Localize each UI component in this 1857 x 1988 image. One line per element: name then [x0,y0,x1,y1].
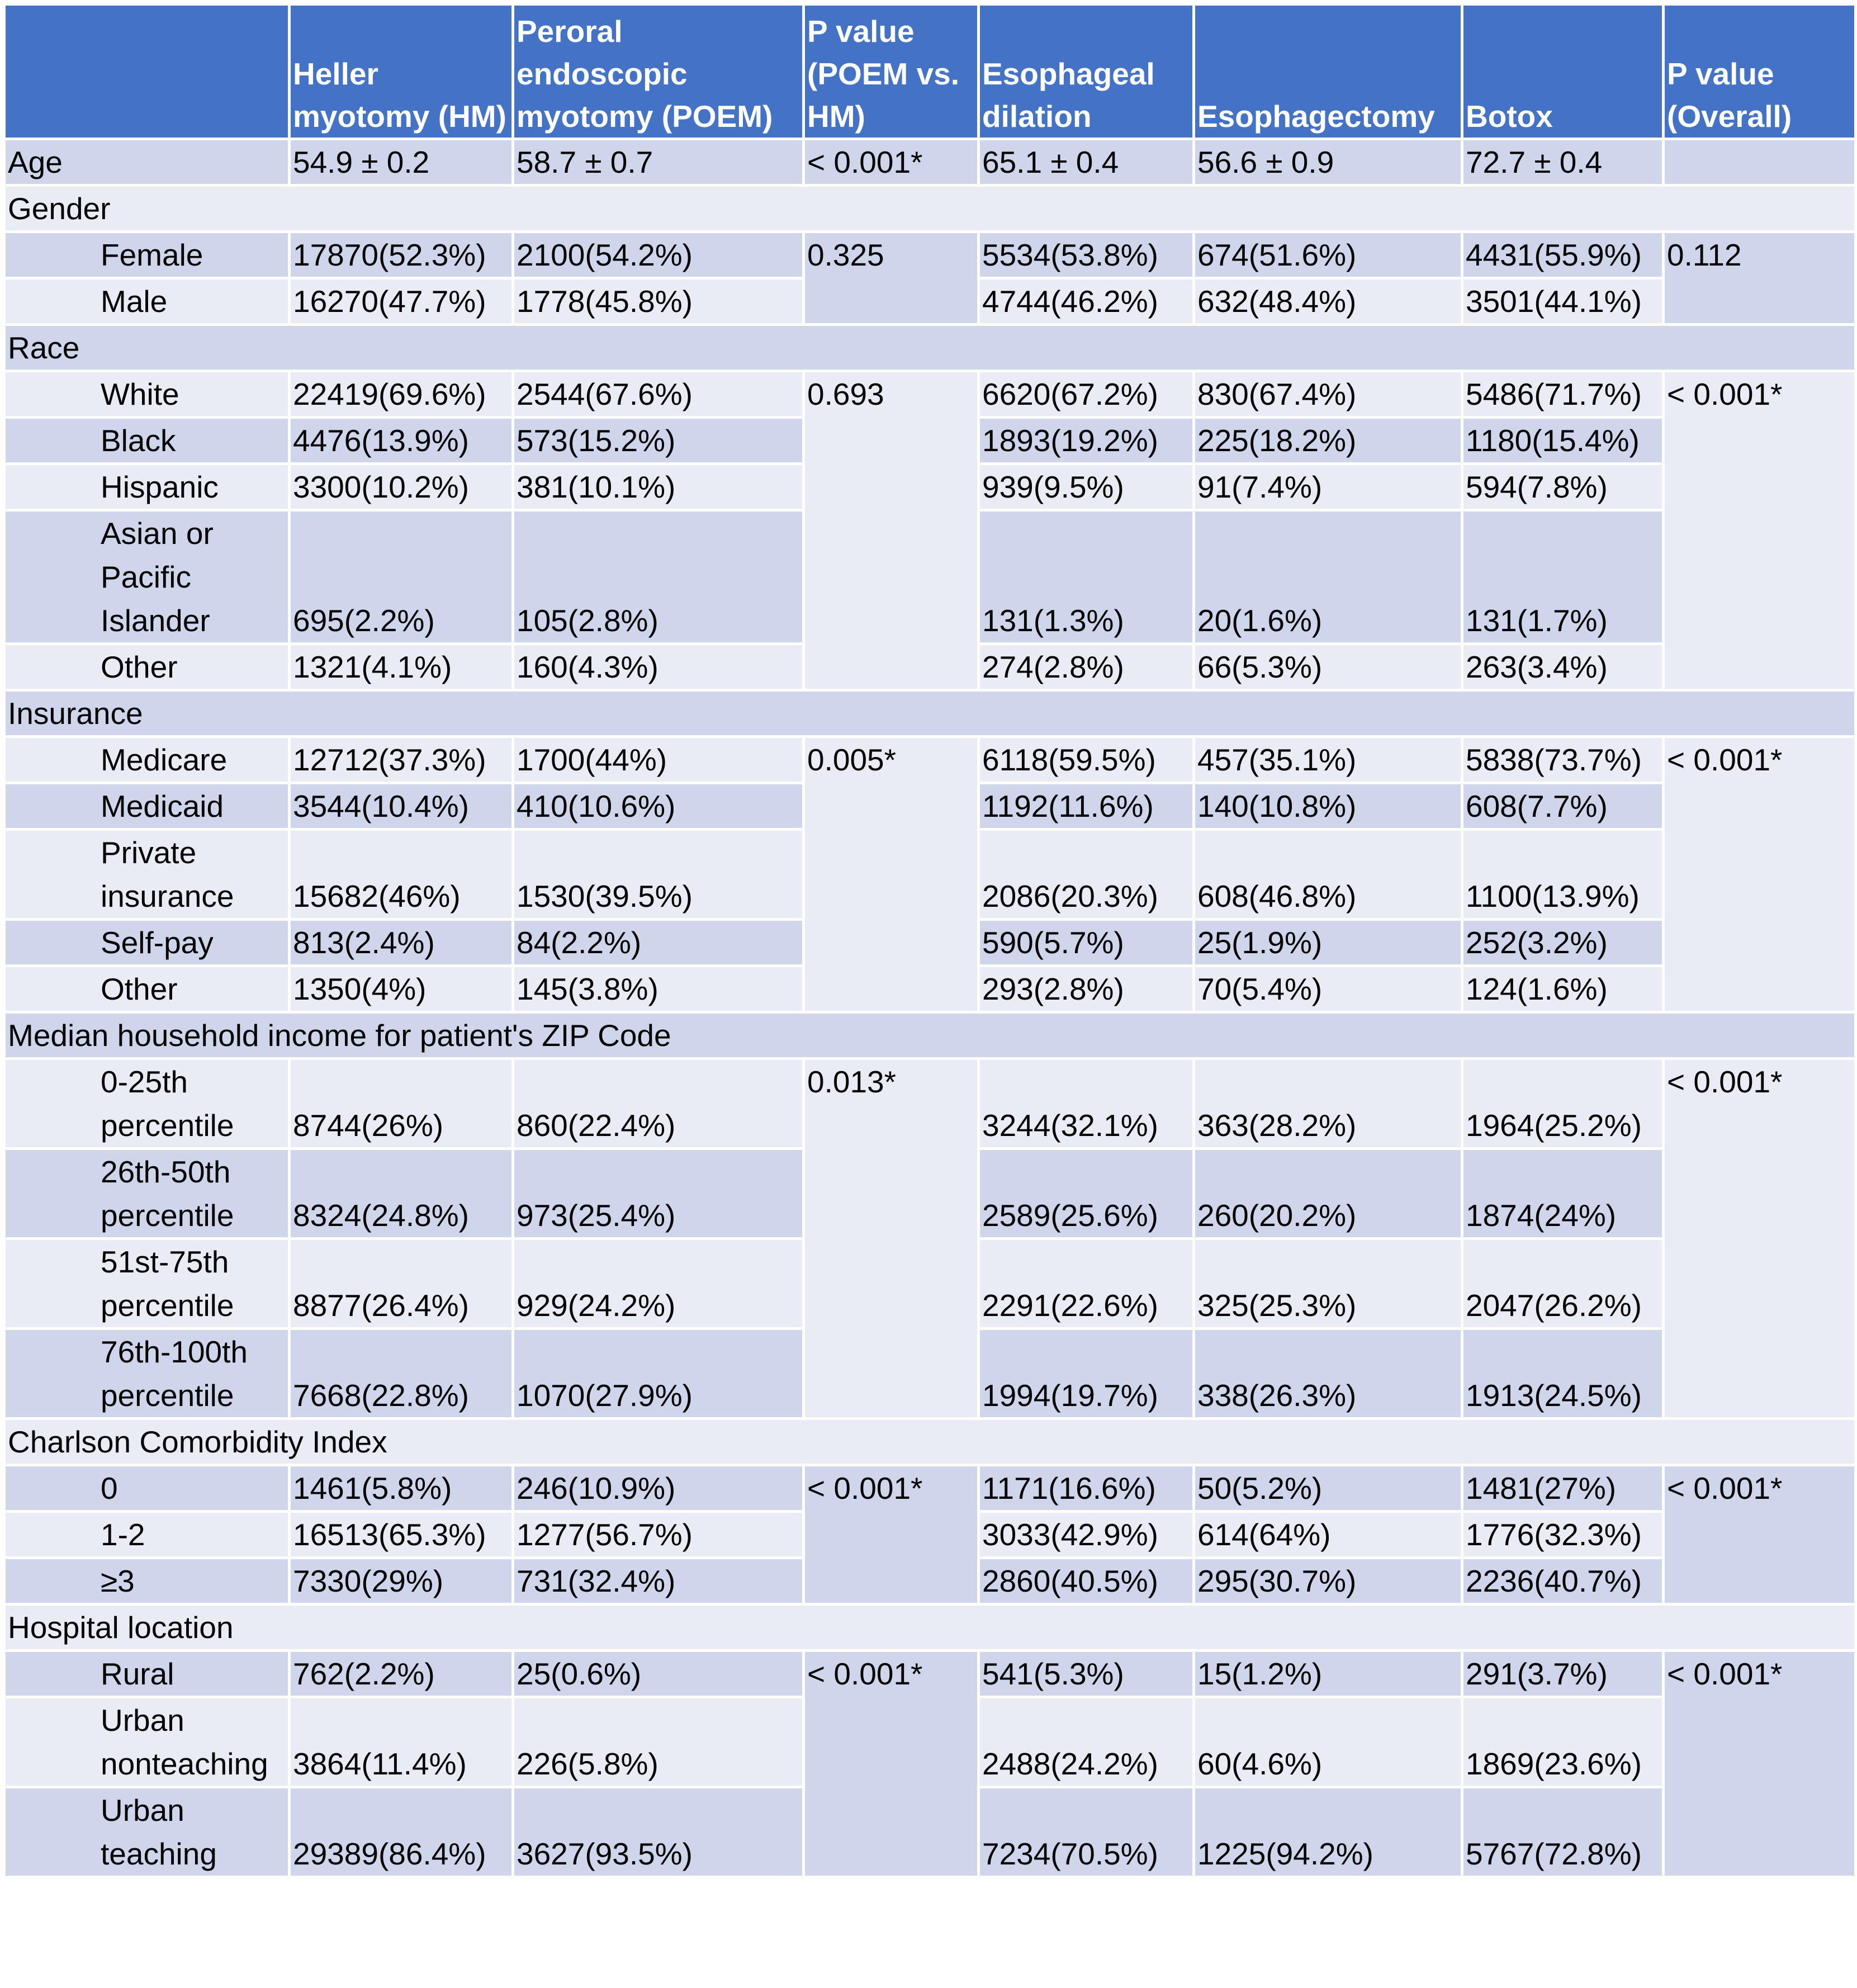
cell-poem: 160(4.3%) [513,644,804,690]
table-row [4,1651,1856,1697]
cell-botox: 4431(55.9%) [1462,232,1664,278]
cell-hm: 1321(4.1%) [290,644,513,690]
cell-dilation: 590(5.7%) [979,920,1194,966]
cell-esophagectomy: 56.6 ± 0.9 [1194,139,1462,186]
cell-poem: 860(22.4%) [513,1059,804,1149]
cell-esophagectomy: 60(4.6%) [1194,1697,1462,1787]
header-p-poem-vs-hm: P value (POEM vs. HM) [804,4,979,139]
row-label: Private insurance [4,830,290,920]
cell-esophagectomy: 66(5.3%) [1194,644,1462,690]
cell-dilation: 4744(46.2%) [979,278,1194,325]
cell-hm: 3300(10.2%) [290,464,513,510]
cell-hm: 1461(5.8%) [290,1465,513,1512]
header-dilation: Esophageal dilation [979,4,1194,139]
cell-hm: 8877(26.4%) [290,1239,513,1329]
row-label: 1-2 [4,1512,290,1558]
row-label: Medicare [4,737,290,783]
header-esophagectomy: Esophagectomy [1194,4,1462,139]
cell-dilation: 939(9.5%) [979,464,1194,510]
cell-dilation: 2488(24.2%) [979,1697,1194,1787]
cell-p-vs: < 0.001* [804,1651,979,1877]
cell-p-vs: 0.693 [804,371,979,690]
cell-p-vs: 0.325 [804,232,979,325]
cell-botox: 2236(40.7%) [1462,1558,1664,1604]
cell-esophagectomy: 632(48.4%) [1194,278,1462,325]
row-label: 0-25th percentile [4,1059,290,1149]
cell-hm: 7668(22.8%) [290,1329,513,1419]
cell-dilation: 7234(70.5%) [979,1787,1194,1877]
cell-poem: 2100(54.2%) [513,232,804,278]
cell-poem: 84(2.2%) [513,920,804,966]
table-row [4,1465,1856,1512]
cell-p-overall [1664,139,1856,186]
cell-botox: 1180(15.4%) [1462,418,1664,464]
cell-esophagectomy: 608(46.8%) [1194,830,1462,920]
cell-botox: 124(1.6%) [1462,966,1664,1012]
row-label: 26th-50th percentile [4,1149,290,1239]
cell-dilation: 274(2.8%) [979,644,1194,690]
cell-esophagectomy: 295(30.7%) [1194,1558,1462,1604]
cell-hm: 7330(29%) [290,1558,513,1604]
cell-dilation: 1994(19.7%) [979,1329,1194,1419]
cell-dilation: 6620(67.2%) [979,371,1194,418]
cell-dilation: 541(5.3%) [979,1651,1194,1697]
cell-p-overall: < 0.001* [1664,1651,1856,1877]
cell-esophagectomy: 20(1.6%) [1194,510,1462,644]
cell-botox: 5486(71.7%) [1462,371,1664,418]
row-label: Urban teaching [4,1787,290,1877]
cell-p-overall: 0.112 [1664,232,1856,325]
cell-botox: 594(7.8%) [1462,464,1664,510]
cell-botox: 252(3.2%) [1462,920,1664,966]
row-label: 51st-75th percentile [4,1239,290,1329]
cell-dilation: 3033(42.9%) [979,1512,1194,1558]
cell-hm: 54.9 ± 0.2 [290,139,513,186]
table-row [4,371,1856,418]
cell-p-overall: < 0.001* [1664,737,1856,1012]
row-label: Medicaid [4,783,290,830]
cell-hm: 16270(47.7%) [290,278,513,325]
cell-hm: 15682(46%) [290,830,513,920]
cell-esophagectomy: 50(5.2%) [1194,1465,1462,1512]
cell-hm: 16513(65.3%) [290,1512,513,1558]
cell-esophagectomy: 338(26.3%) [1194,1329,1462,1419]
section-label: Median household income for patient's ZIP Code [4,1012,1856,1059]
cell-botox: 131(1.7%) [1462,510,1664,644]
cell-esophagectomy: 15(1.2%) [1194,1651,1462,1697]
row-label: Self-pay [4,920,290,966]
cell-esophagectomy: 225(18.2%) [1194,418,1462,464]
cell-botox: 1913(24.5%) [1462,1329,1664,1419]
cell-botox: 1964(25.2%) [1462,1059,1664,1149]
cell-p-vs: < 0.001* [804,139,979,186]
table-row [4,232,1856,278]
row-label: 0 [4,1465,290,1512]
cell-hm: 8744(26%) [290,1059,513,1149]
section-row [4,690,1856,737]
cell-p-overall: < 0.001* [1664,1465,1856,1604]
section-row [4,1012,1856,1059]
demographics-table [3,3,1857,1878]
cell-poem: 246(10.9%) [513,1465,804,1512]
cell-botox: 1776(32.3%) [1462,1512,1664,1558]
cell-botox: 291(3.7%) [1462,1651,1664,1697]
cell-hm: 813(2.4%) [290,920,513,966]
cell-poem: 1277(56.7%) [513,1512,804,1558]
header-poem: Peroral endoscopic myotomy (POEM) [513,4,804,139]
row-label: Age [4,139,290,186]
section-label: Insurance [4,690,1856,737]
cell-poem: 58.7 ± 0.7 [513,139,804,186]
cell-esophagectomy: 674(51.6%) [1194,232,1462,278]
cell-dilation: 5534(53.8%) [979,232,1194,278]
cell-hm: 4476(13.9%) [290,418,513,464]
cell-poem: 573(15.2%) [513,418,804,464]
cell-hm: 3544(10.4%) [290,783,513,830]
cell-p-overall: < 0.001* [1664,371,1856,690]
cell-poem: 410(10.6%) [513,783,804,830]
cell-esophagectomy: 70(5.4%) [1194,966,1462,1012]
cell-dilation: 1192(11.6%) [979,783,1194,830]
cell-p-overall: < 0.001* [1664,1059,1856,1419]
cell-dilation: 1171(16.6%) [979,1465,1194,1512]
cell-botox: 263(3.4%) [1462,644,1664,690]
table-row [4,139,1856,186]
section-row [4,1604,1856,1651]
cell-poem: 105(2.8%) [513,510,804,644]
cell-p-vs: 0.013* [804,1059,979,1419]
cell-dilation: 293(2.8%) [979,966,1194,1012]
cell-hm: 762(2.2%) [290,1651,513,1697]
cell-botox: 608(7.7%) [1462,783,1664,830]
cell-dilation: 2291(22.6%) [979,1239,1194,1329]
cell-dilation: 1893(19.2%) [979,418,1194,464]
cell-botox: 3501(44.1%) [1462,278,1664,325]
cell-poem: 1778(45.8%) [513,278,804,325]
cell-botox: 1100(13.9%) [1462,830,1664,920]
cell-esophagectomy: 260(20.2%) [1194,1149,1462,1239]
cell-poem: 2544(67.6%) [513,371,804,418]
cell-poem: 3627(93.5%) [513,1787,804,1877]
table-row [4,1059,1856,1149]
cell-poem: 1700(44%) [513,737,804,783]
cell-esophagectomy: 1225(94.2%) [1194,1787,1462,1877]
cell-botox: 2047(26.2%) [1462,1239,1664,1329]
cell-botox: 5838(73.7%) [1462,737,1664,783]
cell-poem: 929(24.2%) [513,1239,804,1329]
cell-hm: 12712(37.3%) [290,737,513,783]
cell-hm: 1350(4%) [290,966,513,1012]
row-label: Hispanic [4,464,290,510]
section-row [4,325,1856,371]
row-label: Urban nonteaching [4,1697,290,1787]
header-botox: Botox [1462,4,1664,139]
row-label: Female [4,232,290,278]
section-row [4,1419,1856,1465]
cell-hm: 8324(24.8%) [290,1149,513,1239]
row-label: Other [4,644,290,690]
cell-poem: 381(10.1%) [513,464,804,510]
cell-esophagectomy: 614(64%) [1194,1512,1462,1558]
cell-botox: 5767(72.8%) [1462,1787,1664,1877]
cell-dilation: 65.1 ± 0.4 [979,139,1194,186]
cell-dilation: 131(1.3%) [979,510,1194,644]
cell-esophagectomy: 25(1.9%) [1194,920,1462,966]
header-p-overall: P value (Overall) [1664,4,1856,139]
cell-botox: 72.7 ± 0.4 [1462,139,1664,186]
row-label: Male [4,278,290,325]
cell-botox: 1869(23.6%) [1462,1697,1664,1787]
cell-esophagectomy: 830(67.4%) [1194,371,1462,418]
row-label: White [4,371,290,418]
cell-hm: 695(2.2%) [290,510,513,644]
cell-poem: 25(0.6%) [513,1651,804,1697]
row-label: Rural [4,1651,290,1697]
row-label: ≥3 [4,1558,290,1604]
cell-dilation: 6118(59.5%) [979,737,1194,783]
cell-dilation: 2086(20.3%) [979,830,1194,920]
cell-poem: 1530(39.5%) [513,830,804,920]
cell-hm: 17870(52.3%) [290,232,513,278]
cell-esophagectomy: 457(35.1%) [1194,737,1462,783]
cell-poem: 731(32.4%) [513,1558,804,1604]
cell-p-vs: 0.005* [804,737,979,1012]
cell-esophagectomy: 325(25.3%) [1194,1239,1462,1329]
section-label: Gender [4,186,1856,232]
row-label: Asian or Pacific Islander [4,510,290,644]
cell-esophagectomy: 140(10.8%) [1194,783,1462,830]
section-label: Charlson Comorbidity Index [4,1419,1856,1465]
cell-dilation: 2860(40.5%) [979,1558,1194,1604]
cell-hm: 29389(86.4%) [290,1787,513,1877]
row-label: Other [4,966,290,1012]
cell-dilation: 3244(32.1%) [979,1059,1194,1149]
cell-esophagectomy: 91(7.4%) [1194,464,1462,510]
cell-botox: 1481(27%) [1462,1465,1664,1512]
section-label: Hospital location [4,1604,1856,1651]
table-row [4,737,1856,783]
section-label: Race [4,325,1856,371]
section-row [4,186,1856,232]
header-label [4,4,290,139]
cell-esophagectomy: 363(28.2%) [1194,1059,1462,1149]
row-label: 76th-100th percentile [4,1329,290,1419]
cell-dilation: 2589(25.6%) [979,1149,1194,1239]
cell-poem: 226(5.8%) [513,1697,804,1787]
header-hm: Heller myotomy (HM) [290,4,513,139]
header-row [4,4,1856,139]
cell-hm: 22419(69.6%) [290,371,513,418]
row-label: Black [4,418,290,464]
cell-poem: 973(25.4%) [513,1149,804,1239]
cell-p-vs: < 0.001* [804,1465,979,1604]
cell-poem: 145(3.8%) [513,966,804,1012]
cell-hm: 3864(11.4%) [290,1697,513,1787]
cell-poem: 1070(27.9%) [513,1329,804,1419]
cell-botox: 1874(24%) [1462,1149,1664,1239]
